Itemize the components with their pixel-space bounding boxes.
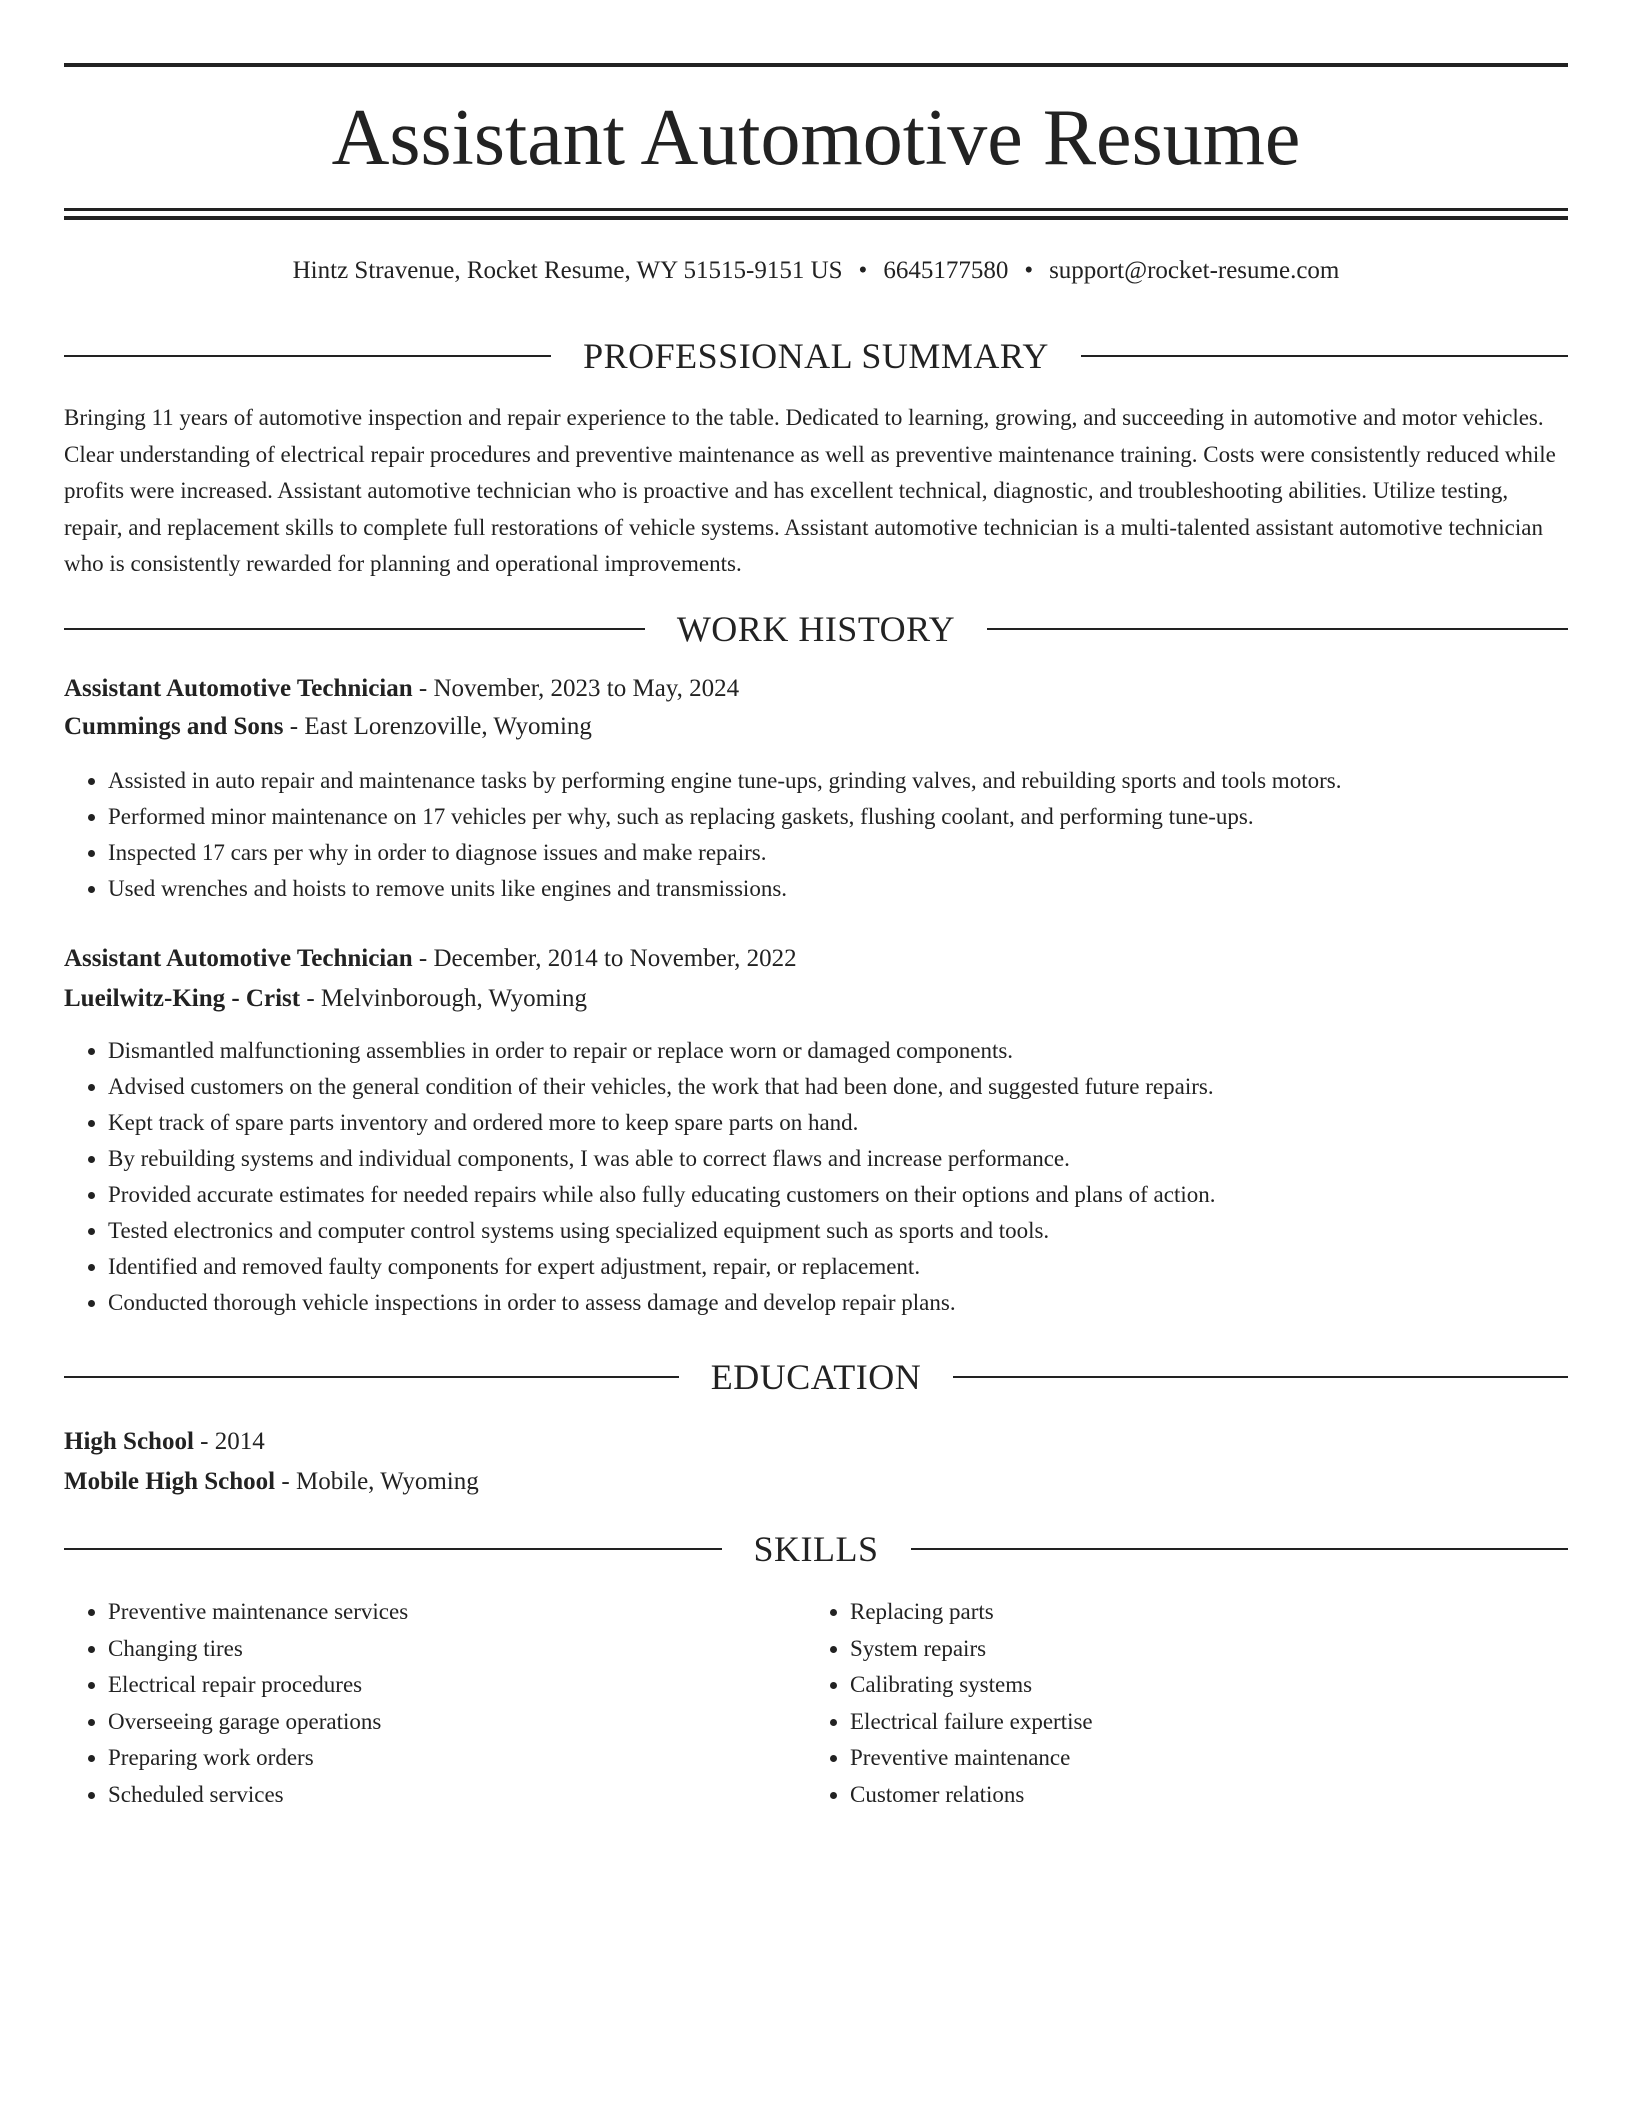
title-rule-lower	[64, 216, 1568, 220]
list-item: • Dismantled malfunctioning assemblies in order to repair or replace worn or damaged components.	[108, 1033, 1568, 1069]
list-item: • Identified and removed faulty components for expert adjustment, repair, or replacement.	[108, 1249, 1568, 1285]
job-2-bullets	[64, 1033, 1568, 1321]
list-item: • System repairs	[850, 1631, 1550, 1668]
list-item: • Preparing work orders	[108, 1740, 808, 1777]
job-1-title: Assistant Automotive Technician	[64, 675, 413, 702]
list-item: • Scheduled services	[108, 1777, 808, 1814]
list-item: • Electrical failure expertise	[850, 1704, 1550, 1741]
heading-rule-left	[64, 1376, 679, 1378]
resume-title: Assistant Automotive Resume	[331, 94, 1301, 182]
skills-list-right	[806, 1594, 1550, 1813]
skills-heading-label: SKILLS	[753, 1529, 879, 1569]
job-1-location: - East Lorenzoville, Wyoming	[283, 713, 592, 740]
work-heading	[64, 607, 1568, 651]
education-degree: High School	[64, 1428, 194, 1455]
summary-heading	[64, 334, 1568, 378]
skills-list-left	[64, 1594, 808, 1813]
top-rule	[64, 63, 1568, 67]
list-item: • Kept track of spare parts inventory and ordered more to keep spare parts on hand.	[108, 1105, 1568, 1141]
list-item: • Preventive maintenance	[850, 1740, 1550, 1777]
education-heading-label: EDUCATION	[710, 1357, 922, 1397]
skills-heading	[64, 1527, 1568, 1571]
list-item: • Customer relations	[850, 1777, 1550, 1814]
list-item: • Overseeing garage operations	[108, 1704, 808, 1741]
contact-address: Hintz Stravenue, Rocket Resume, WY 51515-9151 US	[292, 257, 843, 284]
heading-rule-left	[64, 628, 645, 630]
list-item: • Inspected 17 cars per why in order to diagnose issues and make repairs.	[108, 835, 1568, 871]
list-item: • Preventive maintenance services	[108, 1594, 808, 1631]
job-2-location: - Melvinborough, Wyoming	[300, 985, 587, 1012]
job-1-company: Cummings and Sons	[64, 713, 284, 740]
contact-email: support@rocket-resume.com	[1049, 257, 1340, 284]
heading-rule-right	[911, 1548, 1569, 1550]
heading-rule-left	[64, 355, 551, 357]
education-location: - Mobile, Wyoming	[275, 1468, 479, 1495]
heading-rule-left	[64, 1548, 722, 1550]
list-item: • Replacing parts	[850, 1594, 1550, 1631]
title-rule-upper	[64, 208, 1568, 211]
contact-phone: 6645177580	[883, 257, 1009, 284]
education-year: - 2014	[193, 1428, 265, 1455]
job-1-bullets	[64, 763, 1568, 907]
list-item: • Used wrenches and hoists to remove units like engines and transmissions.	[108, 871, 1568, 907]
education-degree-line	[64, 1425, 1568, 1459]
job-2-title-line	[64, 942, 1568, 976]
list-item: • Advised customers on the general condition of their vehicles, the work that had been done, and suggested future repairs.	[108, 1069, 1568, 1105]
list-item: • Assisted in auto repair and maintenance tasks by performing engine tune-ups, grinding valves, and rebuilding sports and tools motors.	[108, 763, 1568, 799]
list-item: • Performed minor maintenance on 17 vehicles per why, such as replacing gaskets, flushing coolant, and performing tune-ups.	[108, 799, 1568, 835]
job-2-dates: - December, 2014 to November, 2022	[412, 945, 797, 972]
list-item: • Provided accurate estimates for needed repairs while also fully educating customers on their options and plans of action.	[108, 1177, 1568, 1213]
job-2-title: Assistant Automotive Technician	[64, 945, 413, 972]
list-item: • By rebuilding systems and individual components, I was able to correct flaws and increase performance.	[108, 1141, 1568, 1177]
job-2-company: Lueilwitz-King - Crist	[64, 985, 301, 1012]
education-school-line	[64, 1465, 1568, 1499]
job-1-dates: - November, 2023 to May, 2024	[412, 675, 740, 702]
contact-separator: •	[858, 257, 868, 284]
contact-line	[64, 254, 1568, 288]
list-item: • Changing tires	[108, 1631, 808, 1668]
list-item: • Tested electronics and computer control systems using specialized equipment such as sports and tools.	[108, 1213, 1568, 1249]
job-2-company-line	[64, 982, 1568, 1016]
summary-heading-label: PROFESSIONAL SUMMARY	[583, 336, 1049, 376]
job-1-title-line	[64, 672, 1568, 706]
education-heading	[64, 1355, 1568, 1399]
list-item: • Calibrating systems	[850, 1667, 1550, 1704]
job-1-company-line	[64, 710, 1568, 744]
education-school: Mobile High School	[64, 1468, 276, 1495]
heading-rule-right	[1081, 355, 1568, 357]
work-heading-label: WORK HISTORY	[676, 609, 956, 649]
heading-rule-right	[953, 1376, 1568, 1378]
summary-text: Bringing 11 years of automotive inspection and repair experience to the table. Dedicated to learning, growing, and succeeding in automotive and motor vehicles. Clear understanding of electrical repair procedures and preventive maintenance as well as preventive maintenance training. Costs were consistently reduced while profits were increased. Assistant automotive technician who is proactive and has excellent technical, diagnostic, and troubleshooting abilities. Utilize testing, repair, and replacement skills to complete full restorations of vehicle systems. Assistant automotive technician is a multi-talented assistant automotive technician who is consistently rewarded for planning and operational improvements.	[64, 405, 1556, 576]
contact-separator: •	[1024, 257, 1034, 284]
list-item: • Electrical repair procedures	[108, 1667, 808, 1704]
heading-rule-right	[987, 628, 1568, 630]
list-item: • Conducted thorough vehicle inspections in order to assess damage and develop repair plans.	[108, 1285, 1568, 1321]
